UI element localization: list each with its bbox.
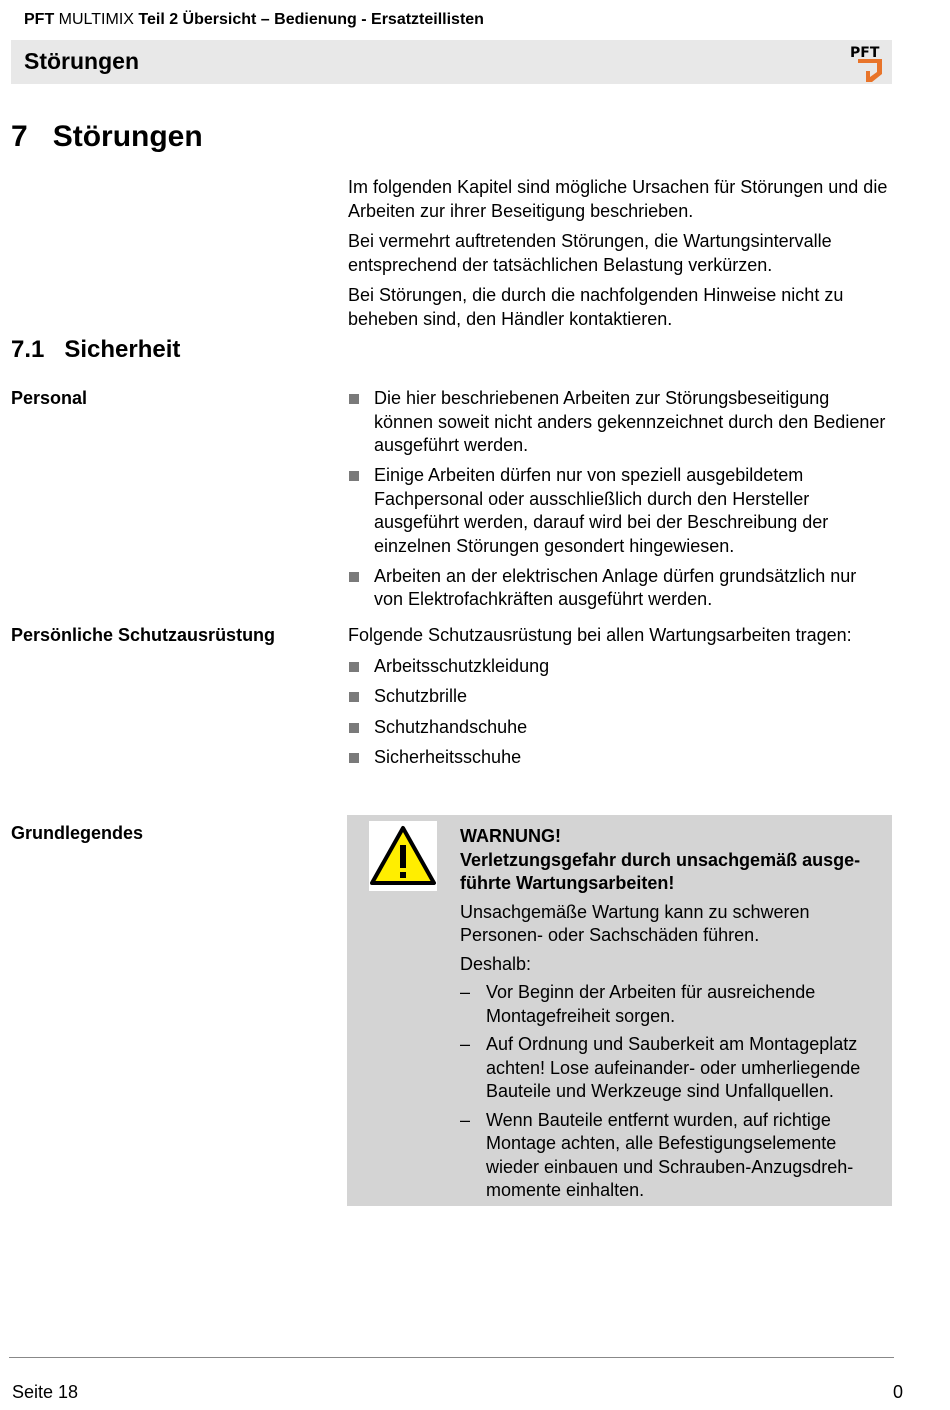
list-item: Schutzbrille xyxy=(348,685,888,709)
list-item: Arbeitsschutzkleidung xyxy=(348,655,888,679)
list-item: Arbeiten an der elektrischen Anlage dürfen grundsätzlich nur von Elektrofachkräften ausgeführt werden. xyxy=(348,565,888,612)
list-item: Schutzhandschuhe xyxy=(348,716,888,740)
page-number: Seite 18 xyxy=(12,1382,79,1402)
warning-box xyxy=(347,815,892,1206)
warning-body: Unsachgemäße Wartung kann zu schweren Personen- oder Sachschäden führen. xyxy=(460,901,810,945)
subchapter-title: 7.1 Sicherheit xyxy=(11,336,181,363)
personal-list xyxy=(348,387,888,618)
dash-bullet: – xyxy=(460,1109,471,1130)
warning-deshalb: Deshalb: xyxy=(460,953,532,974)
footer-divider xyxy=(9,1357,894,1358)
list-item: Die hier beschriebenen Arbeiten zur Störungsbeseitigung können soweit nicht anders gekennzeichnet durch den Bediener ausgeführt werden. xyxy=(348,387,888,458)
dash-bullet: – xyxy=(460,1034,471,1054)
list-item: – Vor Beginn der Arbeiten für ausreichende Montagefreiheit sorgen. xyxy=(460,982,816,1026)
intro-paragraph: Bei Störungen, die durch die nachfolgenden Hinweise nicht zu beheben sind, den Händler kontaktieren. xyxy=(348,285,844,329)
intro-paragraph: Bei vermehrt auftretenden Störungen, die Wartungsintervalle entsprechend der tatsächlichen Belastung verkürzen. xyxy=(348,231,832,275)
list-item: Sicherheitsschuhe xyxy=(348,746,888,770)
square-bullet-icon xyxy=(349,723,359,733)
psa-intro: Folgende Schutzausrüstung bei allen Wartungsarbeiten tragen: xyxy=(348,625,852,645)
header-brand: PFT xyxy=(24,11,55,28)
square-bullet-icon xyxy=(349,572,359,582)
psa-label: Persönliche Schutzausrüstung xyxy=(11,625,276,645)
header-rest: Teil 2 Übersicht – Bedienung - Ersatzteillisten xyxy=(138,11,484,28)
section-bar xyxy=(11,40,892,84)
warning-title: WARNUNG! xyxy=(460,826,561,846)
psa-section xyxy=(348,624,888,777)
square-bullet-icon xyxy=(349,753,359,763)
square-bullet-icon xyxy=(349,692,359,702)
intro-text xyxy=(348,176,888,338)
pft-logo-icon xyxy=(850,43,884,83)
square-bullet-icon xyxy=(349,662,359,672)
warning-icon-cell xyxy=(369,821,437,891)
list-item: – Auf Ordnung und Sauberkeit am Montageplatz achten! Lose aufeinander- oder umherliegende Bauteile und Werkzeuge sind Unfallquellen. xyxy=(460,1034,861,1101)
document-header xyxy=(24,11,484,29)
footer-right-text: 0 xyxy=(893,1382,904,1402)
personal-label: Personal xyxy=(11,388,88,408)
square-bullet-icon xyxy=(349,394,359,404)
warning-subtitle: Verletzungsgefahr durch unsachgemäß ausgeführte Wartungsarbeiten! xyxy=(460,849,861,893)
intro-paragraph: Im folgenden Kapitel sind mögliche Ursachen für Störungen und die Arbeiten zur ihrer Beseitigung beschrieben. xyxy=(348,177,888,221)
warning-triangle-icon xyxy=(369,821,437,891)
logo-text: PFT xyxy=(850,45,880,61)
chapter-title: 7 Störungen xyxy=(11,120,203,153)
list-item: Einige Arbeiten dürfen nur von speziell ausgebildetem Fachpersonal oder ausschließlich durch den Hersteller ausgeführt werden, darauf wird bei der Beschreibung der einzelnen Störungen gesondert hingewiesen. xyxy=(348,464,888,558)
section-title: Störungen xyxy=(24,48,139,74)
grundlegendes-label: Grundlegendes xyxy=(11,823,144,843)
pft-logo xyxy=(850,43,884,83)
dash-bullet: – xyxy=(460,982,471,1002)
square-bullet-icon xyxy=(349,471,359,481)
list-item: – Wenn Bauteile entfernt wurden, auf richtige Montage achten, alle Befestigungselemente wieder einbauen und Schrauben-Anzugsdrehmomente einhalten. xyxy=(460,1109,854,1200)
warning-text xyxy=(460,825,880,1208)
header-product: MULTIMIX xyxy=(58,11,134,28)
